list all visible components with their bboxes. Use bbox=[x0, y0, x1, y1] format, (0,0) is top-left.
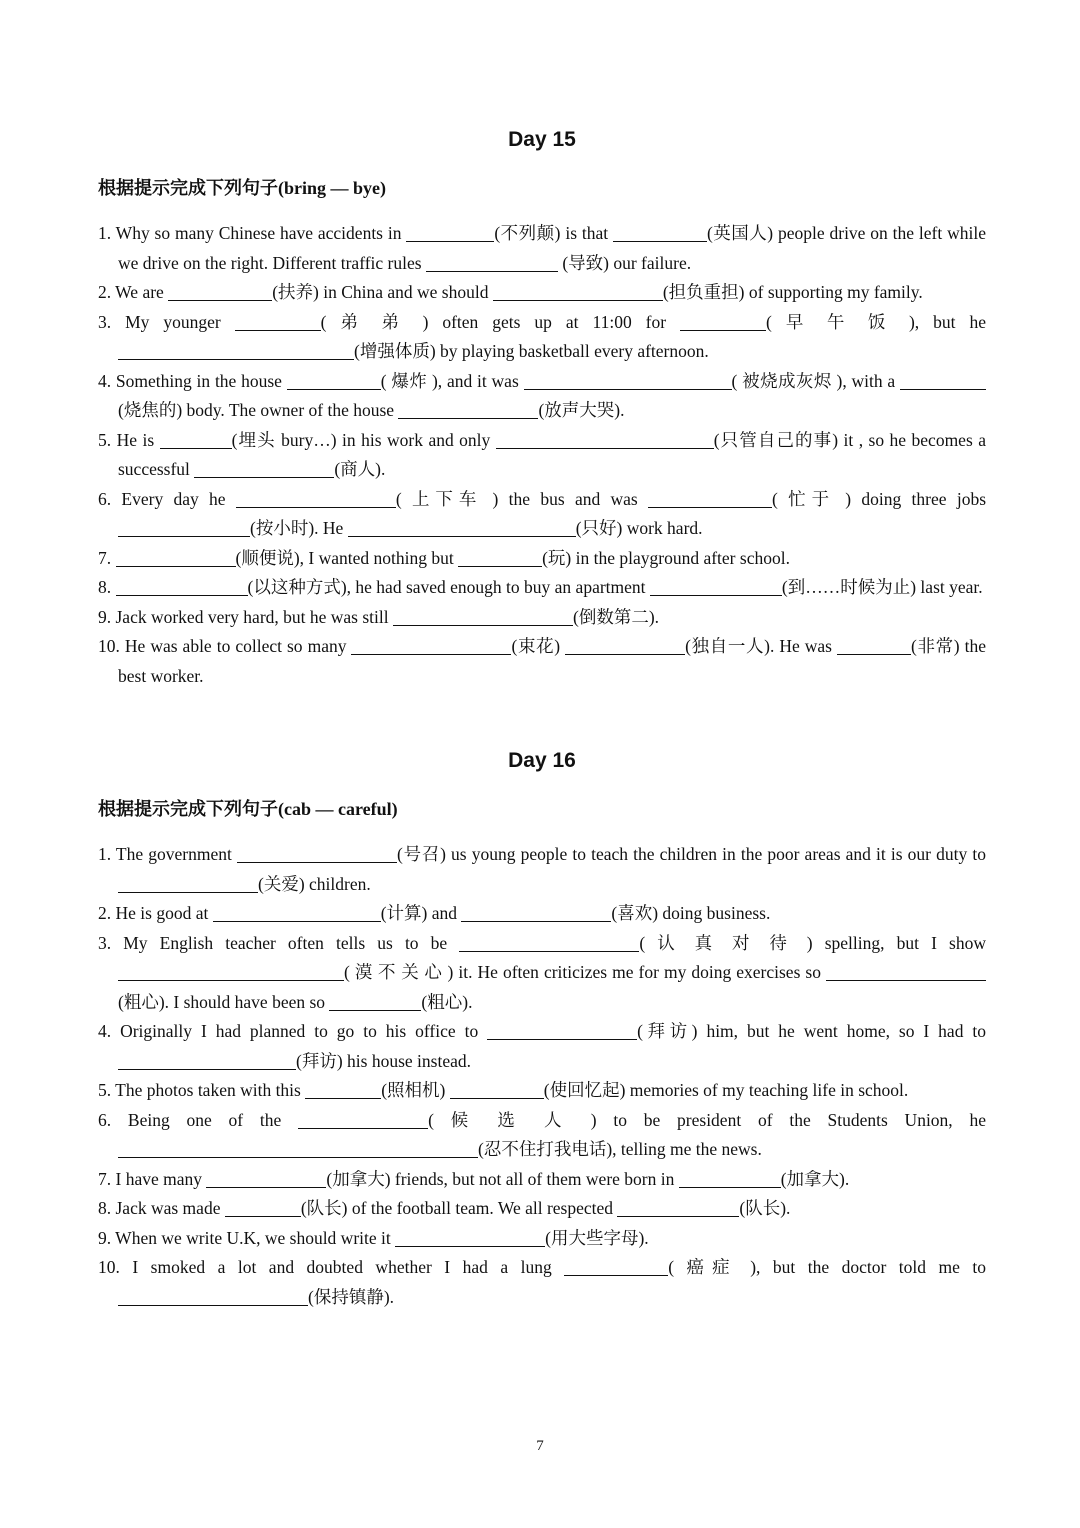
day15-instruction: 根据提示完成下列句子(bring — bye) bbox=[98, 178, 386, 198]
answer-blank[interactable] bbox=[565, 637, 685, 656]
answer-blank[interactable] bbox=[206, 1169, 326, 1188]
exercise-item: 4. Originally I had planned to go to his office to (拜访) him, but he went home, so I had to (拜访) his house instead. bbox=[98, 1021, 986, 1071]
day15-exercise-list bbox=[98, 219, 986, 691]
answer-blank[interactable] bbox=[459, 933, 639, 952]
exercise-item: 1. Why so many Chinese have accidents in (不列颠) is that (英国人) people drive on the left while we drive on the right. Different traffic rules (导致) our failure. bbox=[98, 223, 986, 273]
exercise-item: 8. Jack was made (队长) of the football team. We all respected (队长). bbox=[98, 1198, 791, 1218]
answer-blank[interactable] bbox=[900, 371, 986, 390]
answer-blank[interactable] bbox=[298, 1110, 428, 1129]
exercise-item: 7. (顺便说), I wanted nothing but (玩) in the playground after school. bbox=[98, 547, 790, 568]
answer-blank[interactable] bbox=[118, 1287, 308, 1306]
exercise-item: 2. We are (扶养) in China and we should (担负重担) of supporting my family. bbox=[98, 282, 923, 302]
answer-blank[interactable] bbox=[116, 578, 248, 597]
answer-blank[interactable] bbox=[118, 1051, 296, 1070]
answer-blank[interactable] bbox=[426, 253, 558, 272]
answer-blank[interactable] bbox=[348, 519, 576, 538]
answer-blank[interactable] bbox=[458, 548, 542, 567]
exercise-item: 1. The government (号召) us young people to teach the children in the poor areas and it is our duty to (关爱) children. bbox=[98, 844, 986, 894]
exercise-item: 4. Something in the house ( 爆炸 ), and it was ( 被烧成灰烬 ), with a (烧焦的) body. The owner of the house (放声大哭). bbox=[98, 367, 986, 426]
answer-blank[interactable] bbox=[648, 489, 772, 508]
answer-blank[interactable] bbox=[450, 1081, 544, 1100]
answer-blank[interactable] bbox=[826, 963, 986, 982]
exercise-item: 6. Being one of the ( 候 选 人 ) to be president of the Students Union, he (忍不住打我电话), telling me the news. bbox=[98, 1109, 986, 1159]
exercise-item: 7. I have many (加拿大) friends, but not all of them were born in (加拿大). bbox=[98, 1168, 850, 1189]
answer-blank[interactable] bbox=[235, 312, 321, 331]
answer-blank[interactable] bbox=[237, 845, 397, 864]
answer-blank[interactable] bbox=[287, 371, 381, 390]
answer-blank[interactable] bbox=[406, 224, 494, 243]
answer-blank[interactable] bbox=[393, 607, 573, 626]
answer-blank[interactable] bbox=[160, 430, 232, 449]
page-number: 7 bbox=[536, 1438, 544, 1454]
answer-blank[interactable] bbox=[617, 1199, 739, 1218]
exercise-item: 10. He was able to collect so many (束花) (独自一人). He was (非常) the best worker. bbox=[98, 636, 986, 686]
exercise-item: 8. (以这种方式), he had saved enough to buy an apartment (到……时候为止) last year. bbox=[98, 577, 983, 597]
exercise-item: 9. When we write U.K, we should write it (用大些字母). bbox=[98, 1227, 649, 1248]
answer-blank[interactable] bbox=[613, 224, 707, 243]
day16-exercise-list bbox=[98, 840, 986, 1312]
exercise-item: 3. My younger ( 弟 弟 ) often gets up at 11:00 for ( 早 午 饭 ), but he (增强体质) by playing basketball every afternoon. bbox=[98, 311, 986, 361]
answer-blank[interactable] bbox=[564, 1258, 668, 1277]
answer-blank[interactable] bbox=[236, 489, 396, 508]
answer-blank[interactable] bbox=[118, 519, 250, 538]
answer-blank[interactable] bbox=[194, 460, 334, 479]
answer-blank[interactable] bbox=[837, 637, 911, 656]
answer-blank[interactable] bbox=[305, 1081, 381, 1100]
exercise-item: 3. My English teacher often tells us to be ( 认 真 对 待 ) spelling, but I show ( 漠 不 关 心 ) it. He often criticizes me for my doing exercises so (粗心). I should have been so (粗心). bbox=[98, 932, 986, 1012]
exercise-item: 6. Every day he ( 上下车 ) the bus and was ( 忙于 ) doing three jobs (按小时). He (只好) work hard. bbox=[98, 488, 987, 538]
answer-blank[interactable] bbox=[524, 371, 732, 390]
answer-blank[interactable] bbox=[168, 283, 272, 302]
exercise-item: 5. The photos taken with this (照相机) (使回忆起) memories of my teaching life in school. bbox=[98, 1080, 909, 1100]
answer-blank[interactable] bbox=[116, 548, 236, 567]
answer-blank[interactable] bbox=[461, 904, 611, 923]
answer-blank[interactable] bbox=[679, 1169, 781, 1188]
exercise-item: 5. He is (埋头 bury…) in his work and only (只管自己的事) it , so he becomes a successful (商人). bbox=[98, 429, 986, 479]
answer-blank[interactable] bbox=[395, 1228, 545, 1247]
answer-blank[interactable] bbox=[351, 637, 511, 656]
answer-blank[interactable] bbox=[118, 342, 354, 361]
answer-blank[interactable] bbox=[118, 963, 344, 982]
exercise-item: 9. Jack worked very hard, but he was still (倒数第二). bbox=[98, 606, 660, 627]
answer-blank[interactable] bbox=[680, 312, 766, 331]
answer-blank[interactable] bbox=[213, 904, 381, 923]
exercise-item: 2. He is good at (计算) and (喜欢) doing business. bbox=[98, 903, 771, 923]
exercise-item: 10. I smoked a lot and doubted whether I had a lung ( 癌症 ), but the doctor told me to (保持镇静). bbox=[98, 1257, 986, 1307]
answer-blank[interactable] bbox=[225, 1199, 301, 1218]
day16-title: Day 16 bbox=[508, 749, 576, 772]
day16-instruction: 根据提示完成下列句子(cab — careful) bbox=[98, 799, 398, 819]
answer-blank[interactable] bbox=[487, 1022, 637, 1041]
answer-blank[interactable] bbox=[496, 430, 714, 449]
answer-blank[interactable] bbox=[493, 283, 663, 302]
day15-title: Day 15 bbox=[508, 128, 576, 151]
answer-blank[interactable] bbox=[398, 401, 538, 420]
answer-blank[interactable] bbox=[118, 874, 258, 893]
answer-blank[interactable] bbox=[650, 578, 782, 597]
answer-blank[interactable] bbox=[329, 992, 421, 1011]
answer-blank[interactable] bbox=[118, 1140, 478, 1159]
